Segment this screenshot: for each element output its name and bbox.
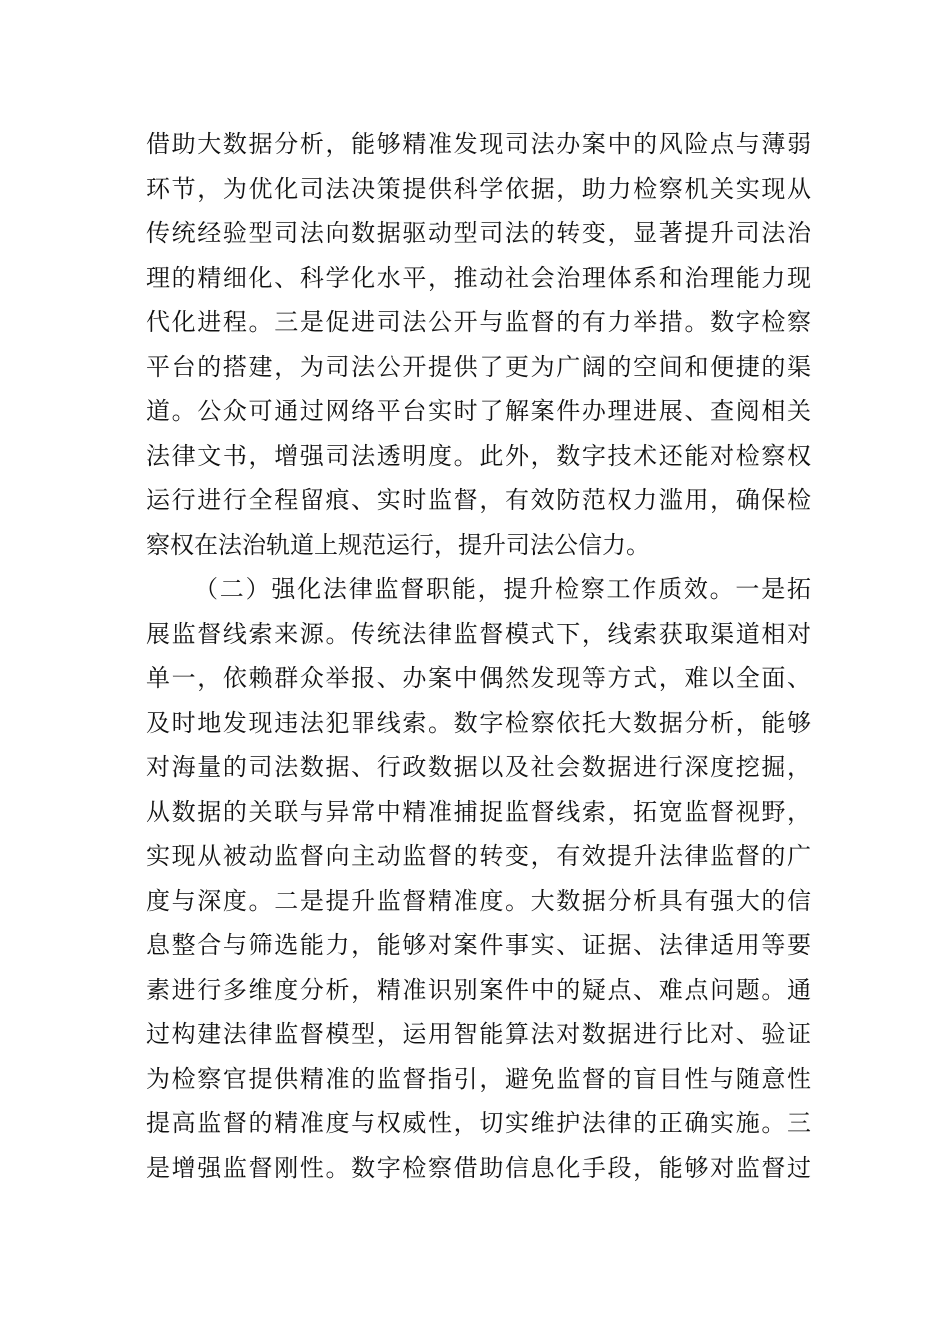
text-line: 实现从被动监督向主动监督的转变，有效提升法律监督的广 — [146, 842, 811, 870]
text-line: 运行进行全程留痕、实时监督，有效防范权力滥用，确保检 — [146, 486, 811, 514]
text-line: 代化进程。三是促进司法公开与监督的有力举措。数字检察 — [146, 308, 811, 336]
text-line: 息整合与筛选能力，能够对案件事实、证据、法律适用等要 — [146, 931, 811, 959]
text-line: 是增强监督刚性。数字检察借助信息化手段，能够对监督过 — [146, 1153, 811, 1182]
text-line: 察权在法治轨道上规范运行，提升司法公信力。 — [146, 530, 650, 559]
text-line: 环节，为优化司法决策提供科学依据，助力检察机关实现从 — [146, 174, 811, 203]
text-line: 单一，依赖群众举报、办案中偶然发现等方式，难以全面、 — [146, 664, 811, 692]
text-line: 对海量的司法数据、行政数据以及社会数据进行深度挖掘， — [146, 753, 811, 781]
text-line: 为检察官提供精准的监督指引，避免监督的盲目性与随意性 — [146, 1064, 811, 1093]
text-line: 及时地发现违法犯罪线索。数字检察依托大数据分析，能够 — [146, 708, 811, 737]
text-line: 平台的搭建，为司法公开提供了更为广阔的空间和便捷的渠 — [146, 352, 811, 381]
text-line: 素进行多维度分析，精准识别案件中的疑点、难点问题。通 — [146, 975, 811, 1004]
text-line: 借助大数据分析，能够精准发现司法办案中的风险点与薄弱 — [146, 130, 811, 158]
body-text — [146, 122, 811, 1190]
text-line: 从数据的关联与异常中精准捕捉监督线索，拓宽监督视野， — [146, 797, 811, 826]
text-line: 法律文书，增强司法透明度。此外，数字技术还能对检察权 — [146, 441, 811, 470]
text-line: 理的精细化、科学化水平，推动社会治理体系和治理能力现 — [146, 263, 811, 292]
text-line: 过构建法律监督模型，运用智能算法对数据进行比对、验证 — [146, 1020, 811, 1048]
text-line: 提高监督的精准度与权威性，切实维护法律的正确实施。三 — [146, 1109, 811, 1137]
text-line: 传统经验型司法向数据驱动型司法的转变，显著提升司法治 — [146, 219, 811, 247]
text-line: 展监督线索来源。传统法律监督模式下，线索获取渠道相对 — [146, 619, 811, 648]
text-line: 度与深度。二是提升监督精准度。大数据分析具有强大的信 — [146, 886, 811, 915]
text-line: 道。公众可通过网络平台实时了解案件办理进展、查阅相关 — [146, 397, 811, 425]
text-line: （二）强化法律监督职能，提升检察工作质效。一是拓 — [194, 575, 811, 603]
